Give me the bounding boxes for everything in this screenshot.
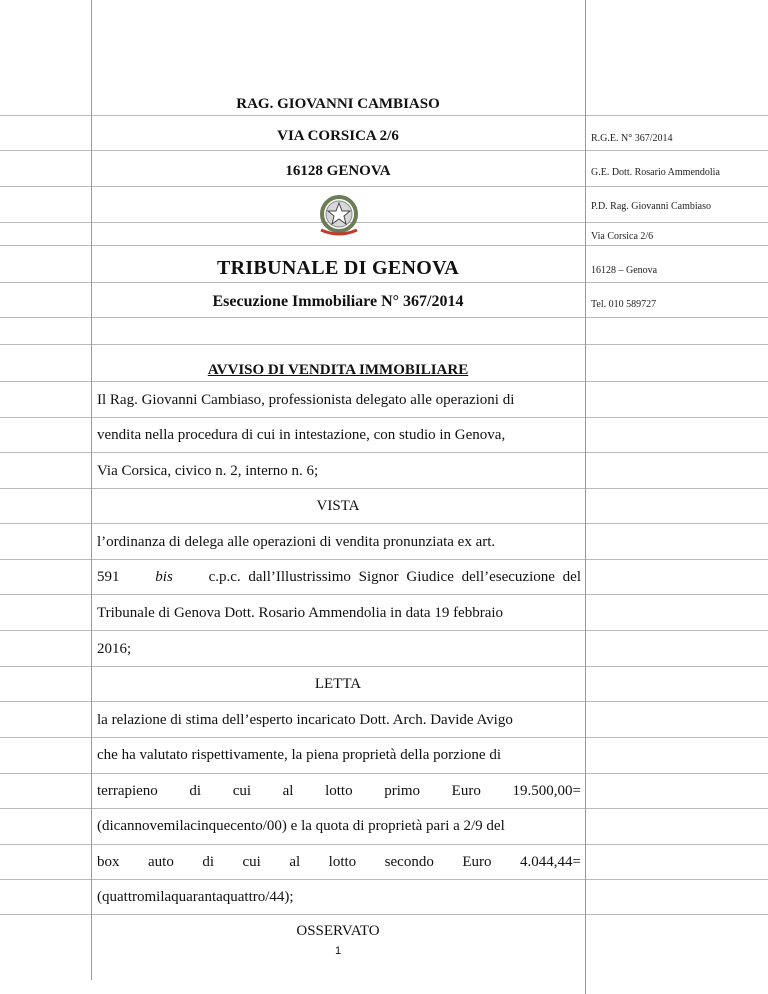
court-title: TRIBUNALE DI GENOVA — [216, 257, 460, 279]
body-line: 2016; — [97, 641, 132, 657]
ruled-line — [0, 488, 768, 489]
word: lotto — [328, 854, 357, 870]
notice-title: AVVISO DI VENDITA IMMOBILIARE — [207, 362, 469, 378]
body-line: l’ordinanza di delega alle operazioni di vendita pronunziata ex art. — [97, 534, 496, 550]
left-margin-line — [91, 0, 92, 980]
word: Euro — [462, 854, 492, 870]
sidebar-phone: Tel. 010 589727 — [591, 299, 657, 310]
sidebar-delegate: P.D. Rag. Giovanni Cambiaso — [591, 201, 711, 212]
ruled-line — [0, 344, 768, 345]
author-street: VIA CORSICA 2/6 — [277, 128, 399, 144]
body-line: (dicannovemilacinquecento/00) e la quota di proprietà pari a 2/9 del — [97, 818, 505, 834]
body-line: la relazione di stima dell’esperto incaricato Dott. Arch. Davide Avigo — [97, 712, 513, 728]
sidebar-city: 16128 – Genova — [591, 265, 658, 276]
word: al — [289, 854, 301, 870]
ruled-line — [0, 737, 768, 738]
ruled-line — [0, 844, 768, 845]
body-line: che ha valutato rispettivamente, la piena proprietà della porzione di — [97, 747, 502, 763]
bis-text: bis — [155, 569, 173, 585]
ruled-line — [0, 186, 768, 187]
ruled-line — [0, 115, 768, 116]
republic-emblem-icon — [311, 192, 367, 240]
ruled-line — [0, 245, 768, 246]
word: box — [97, 854, 120, 870]
ruled-line — [0, 594, 768, 595]
body-line: Il Rag. Giovanni Cambiaso, professionista delegato alle operazioni di — [97, 392, 515, 408]
body-line: (quattromilaquarantaquattro/44); — [97, 889, 294, 905]
ruled-line — [0, 879, 768, 880]
ruled-line — [0, 317, 768, 318]
right-margin-line — [585, 0, 586, 994]
body-line: Tribunale di Genova Dott. Rosario Ammendolia in data 19 febbraio — [97, 605, 504, 621]
word: primo — [384, 783, 421, 799]
word: auto — [148, 854, 174, 870]
sidebar-judge: G.E. Dott. Rosario Ammendolia — [591, 167, 720, 178]
ruled-line — [0, 381, 768, 382]
body-line: Via Corsica, civico n. 2, interno n. 6; — [97, 463, 319, 479]
ruled-line — [0, 914, 768, 915]
heading-letta: LETTA — [314, 676, 362, 692]
word: di — [189, 783, 202, 799]
word: di — [202, 854, 214, 870]
ruled-line — [0, 701, 768, 702]
sidebar-street: Via Corsica 2/6 — [591, 231, 654, 242]
sidebar-rge: R.G.E. N° 367/2014 — [591, 133, 673, 144]
ruled-line — [0, 773, 768, 774]
word: lotto — [325, 783, 353, 799]
word: al — [282, 783, 294, 799]
page-number: 1 — [334, 945, 342, 957]
ruled-line — [0, 559, 768, 560]
ruled-line — [0, 282, 768, 283]
ruled-line — [0, 417, 768, 418]
word: 19.500,00= — [512, 783, 581, 799]
author-city: 16128 GENOVA — [285, 163, 391, 179]
word: secondo — [384, 854, 434, 870]
word: terrapieno — [97, 783, 158, 799]
word: cui — [242, 854, 261, 870]
body-text: c.p.c. dall’Illustrissimo Signor Giudice dell’esecuzione del — [208, 569, 581, 585]
author-name: RAG. GIOVANNI CAMBIASO — [236, 96, 440, 112]
ruled-line — [0, 808, 768, 809]
ruled-line — [0, 523, 768, 524]
justified-line — [97, 855, 581, 870]
ruled-line — [0, 452, 768, 453]
procedure-number: Esecuzione Immobiliare N° 367/2014 — [212, 293, 464, 310]
ruled-line — [0, 150, 768, 151]
ruled-line — [0, 630, 768, 631]
word: Euro — [451, 783, 481, 799]
word: 4.044,44= — [520, 854, 581, 870]
ruled-line — [0, 222, 768, 223]
body-line: vendita nella procedura di cui in intestazione, con studio in Genova, — [97, 427, 506, 443]
justified-line — [97, 784, 581, 799]
word: cui — [232, 783, 252, 799]
ruled-line — [0, 666, 768, 667]
body-line — [97, 570, 581, 585]
article-number: 591 — [97, 569, 120, 585]
heading-osservato: OSSERVATO — [296, 923, 380, 939]
heading-vista: VISTA — [316, 498, 360, 514]
